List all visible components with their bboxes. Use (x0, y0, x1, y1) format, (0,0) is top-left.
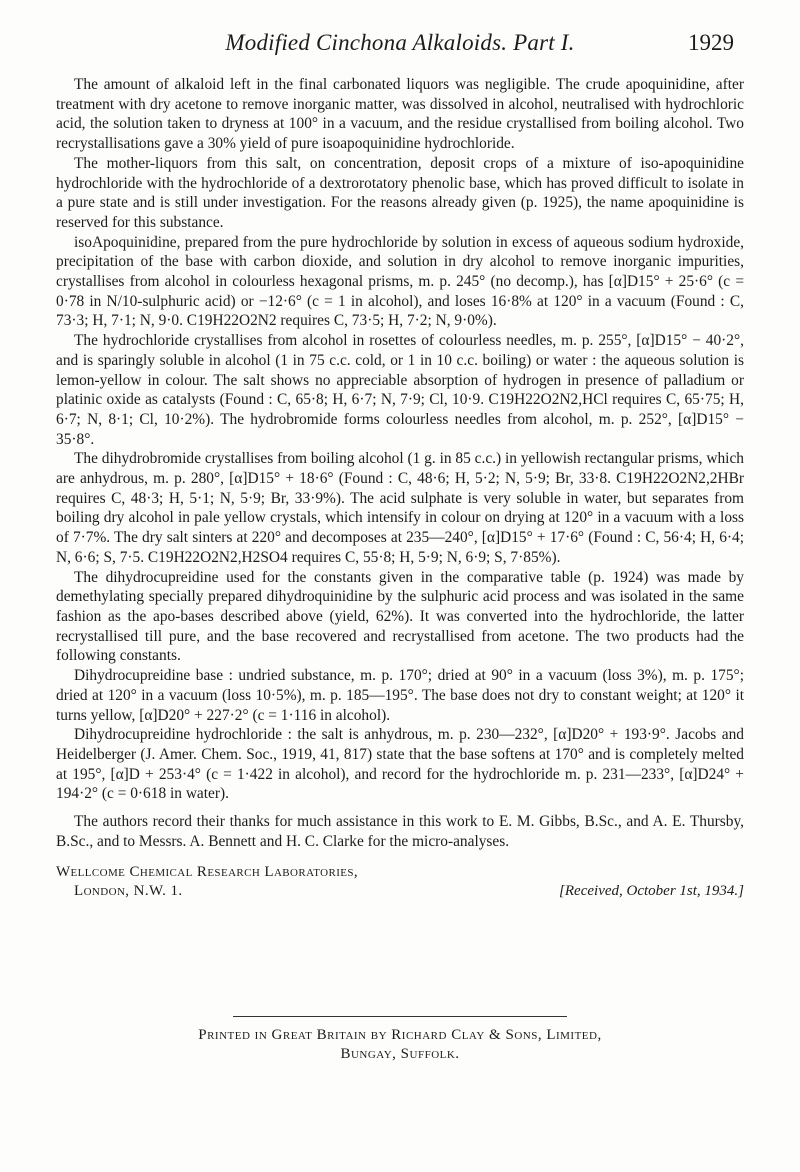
received-date: [Received, October 1st, 1934.] (559, 883, 744, 900)
page-header (0, 30, 800, 60)
paragraph: isoApoquinidine, prepared from the pure hydrochloride by solution in excess of aqueous sodium hydroxide, precipitation of the base with carbon dioxide, and solution in dry alcohol to remove inorganic impurities, crystallises from alcohol in colourless hexagonal prisms, m. p. 245° (no decomp.), has [α]D15° + 25·6° (c = 0·78 in N/10-sulphuric acid) or −12·6° (c = 1 in alcohol), and loses 16·8% at 120° in a vacuum (Found : C, 73·3; H, 7·1; N, 9·0. C19H22O2N2 requires C, 73·5; H, 7·2; N, 9·0%). (56, 233, 744, 330)
paragraph: The mother-liquors from this salt, on concentration, deposit crops of a mixture of iso-apoquinidine hydrochloride with the hydrochloride of a dextrorotatory phenolic base, which has proved difficult to isolate in a pure state and is still under investigation. For the reasons already given (p. 1925), the name apoquinidine is reserved for this substance. (56, 154, 744, 231)
paragraph: The amount of alkaloid left in the final carbonated liquors was negligible. The crude apoquinidine, after treatment with dry acetone to remove inorganic matter, was dissolved in alcohol, neutralised with hydrochloric acid, the solution taken to dryness at 100° in a vacuum, and the residue crystallised from boiling alcohol. Two recrystallisations gave a 30% yield of pure isoapoquinidine hydrochloride. (56, 76, 744, 153)
paragraph: Dihydrocupreidine base : undried substance, m. p. 170°; dried at 90° in a vacuum (loss 3%), m. p. 175°; dried at 120° in a vacuum (loss 10·5%), m. p. 185—195°. The base does not dry to constant weight; at 120° it turns yellow, [α]D20° + 227·2° (c = 1·116 in alcohol). (56, 667, 744, 724)
affiliation-city: London, N.W. 1. (74, 883, 183, 900)
divider-rule (233, 1016, 567, 1017)
paragraph: The hydrochloride crystallises from alcohol in rosettes of colourless needles, m. p. 255°, [α]D15° − 40·2°, and is sparingly soluble in alcohol (1 in 75 c.c. cold, or 1 in 10 c.c. boiling) or water : the aqueous solution is lemon-yellow in colour. The salt shows no appreciable absorption of hydrogen in presence of palladium or platinic oxide as catalysts (Found : C, 65·8; H, 6·7; N, 7·9; Cl, 10·9. C19H22O2N2,HCl requires C, 65·75; H, 6·7; N, 8·1; Cl, 10·2%). The hydrobromide forms colourless needles from alcohol, m. p. 252°, [α]D15° − 35·8°. (56, 332, 744, 448)
printer-line-1: Printed in Great Britain by Richard Clay & Sons, Limited, (198, 1027, 602, 1043)
page-number: 1929 (688, 30, 734, 55)
paragraph: The dihydrocupreidine used for the constants given in the comparative table (p. 1924) was made by demethylating specially prepared dihydroquinidine by the sulphuric acid process and was isolated in the same fashion as the apo-bases described above (yield, 62%). It was converted into the hydrochloride, the latter recrystallised till pure, and the base recovered and recrystallised from acetone. The two products had the following constants. (56, 568, 744, 665)
running-title: Modified Cinchona Alkaloids. Part I. (225, 30, 575, 55)
affiliation-line (56, 882, 744, 901)
printer-line-2: Bungay, Suffolk. (340, 1046, 460, 1062)
printer-imprint (0, 1026, 800, 1064)
affiliation-institution: Wellcome Chemical Research Laboratories, (56, 864, 359, 881)
acknowledgements: The authors record their thanks for much assistance in this work to E. M. Gibbs, B.Sc., and A. E. Thursby, B.Sc., and to Messrs. A. Bennett and H. C. Clarke for the micro-analyses. (56, 813, 744, 850)
paragraph: Dihydrocupreidine hydrochloride : the salt is anhydrous, m. p. 230—232°, [α]D20° + 193·9°. Jacobs and Heidelberger (J. Amer. Chem. Soc., 1919, 41, 817) state that the base softens at 170° and is completely melted at 195°, [α]D + 253·4° (c = 1·422 in alcohol), and record for the hydrochloride m. p. 231—233°, [α]D24° + 194·2° (c = 0·618 in water). (56, 726, 744, 803)
paragraph: The dihydrobromide crystallises from boiling alcohol (1 g. in 85 c.c.) in yellowish rectangular prisms, which are anhydrous, m. p. 280°, [α]D15° + 18·6° (Found : C, 48·6; H, 5·2; N, 5·9; Br, 33·8. C19H22O2N2,2HBr requires C, 48·3; H, 5·1; N, 5·9; Br, 33·9%). The acid sulphate is very soluble in water, but separates from boiling dry alcohol in pale yellow crystals, which intensify in colour on drying at 120° in a vacuum with a loss of 7·7%. The dry salt sinters at 220° and decomposes at 235—240°, [α]D15° + 17·6° (Found : C, 56·4; H, 6·4; N, 6·6; S, 7·5. C19H22O2N2,H2SO4 requires C, 55·8; H, 5·9; N, 6·9; S, 7·85%). (56, 450, 744, 566)
article-body (56, 75, 744, 901)
